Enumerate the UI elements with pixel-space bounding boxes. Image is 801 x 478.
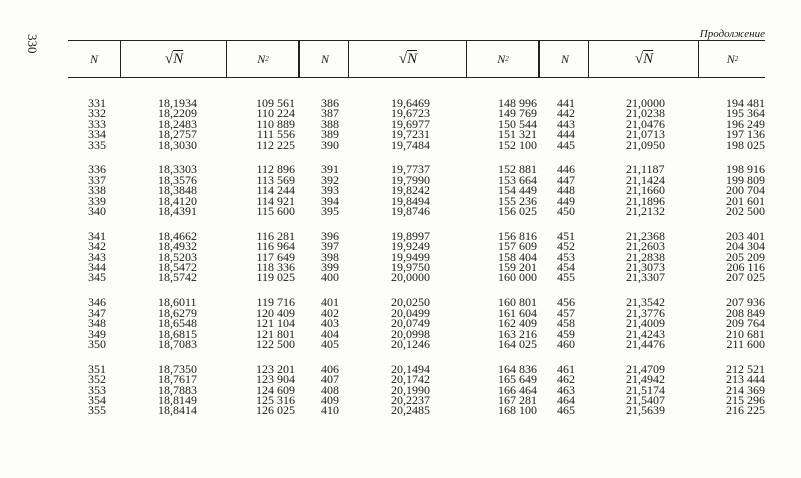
table-cell: 398 — [321, 249, 339, 264]
table-cell: 335 — [88, 137, 106, 152]
table-cell: 447 — [557, 172, 575, 187]
table-cell: 405 — [321, 336, 339, 351]
table-cell: 21,3073 — [626, 260, 665, 275]
table-cell: 351 — [88, 361, 106, 376]
table-cell: 343 — [88, 249, 106, 264]
table-cell: 20,0499 — [391, 305, 430, 320]
table-cell: 354 — [88, 392, 106, 407]
row-group — [485, 297, 537, 349]
table-cell: 18,8414 — [158, 403, 197, 418]
table-cell: 455 — [557, 270, 575, 285]
table-cell: 21,5407 — [626, 392, 665, 407]
table-cell: 442 — [557, 106, 575, 121]
row-group — [158, 228, 218, 285]
table-cell: 340 — [88, 204, 106, 219]
table-cell: 441 — [557, 96, 575, 110]
table-cell: 19,8997 — [391, 228, 430, 243]
table-cell: 344 — [88, 260, 106, 275]
table-cell: 19,9499 — [391, 249, 430, 264]
table-cell: 161 604 — [498, 305, 537, 320]
table-cell: 20,2485 — [391, 403, 430, 418]
table-cell: 21,0950 — [626, 137, 665, 152]
table-cell: 352 — [88, 372, 106, 387]
table-cell: 18,4662 — [158, 228, 197, 243]
row-group — [715, 361, 765, 418]
table-cell: 18,7350 — [158, 361, 197, 376]
header-sqrt-2: √N — [348, 41, 467, 77]
table-cell: 332 — [88, 106, 106, 121]
table-cell: 19,6977 — [391, 116, 430, 131]
table-cell: 156 816 — [498, 228, 537, 243]
row-group — [88, 297, 118, 349]
table-cell: 21,1187 — [626, 162, 665, 177]
table-cell: 210 681 — [726, 326, 765, 341]
table-cell: 162 409 — [498, 316, 537, 331]
table-cell: 18,5472 — [158, 260, 197, 275]
table-cell: 460 — [557, 336, 575, 351]
row-group — [321, 98, 351, 150]
table-cell: 118 336 — [256, 260, 295, 275]
table-cell: 18,2483 — [158, 116, 197, 131]
table-cell: 20,0749 — [391, 316, 430, 331]
row-group — [88, 98, 118, 150]
table-cell: 334 — [88, 127, 106, 142]
table-cell: 355 — [88, 403, 106, 418]
table-cell: 21,2368 — [626, 228, 665, 243]
table-cell: 388 — [321, 116, 339, 131]
table-cell: 152 881 — [498, 162, 537, 177]
row-group — [321, 162, 351, 219]
row-group — [321, 297, 351, 349]
table-cell: 18,4391 — [158, 204, 197, 219]
row-group — [391, 162, 451, 219]
row-group — [88, 162, 118, 219]
row-group — [626, 297, 686, 349]
table-cell: 336 — [88, 162, 106, 177]
table-cell: 443 — [557, 116, 575, 131]
table-cell: 386 — [321, 96, 339, 110]
column-sq-1 — [245, 98, 295, 430]
table-cell: 338 — [88, 183, 106, 198]
table-cell: 346 — [88, 295, 106, 310]
table-cell: 18,6279 — [158, 305, 197, 320]
table-cell: 117 649 — [256, 249, 295, 264]
row-group — [245, 162, 295, 219]
table-cell: 112 896 — [256, 162, 295, 177]
table-cell: 19,8242 — [391, 183, 430, 198]
row-group — [557, 162, 587, 219]
table-cell: 396 — [321, 228, 339, 243]
table-cell: 112 225 — [256, 137, 295, 152]
table-header-rule — [68, 77, 765, 78]
table-cell: 21,0713 — [626, 127, 665, 142]
row-group — [158, 361, 218, 418]
table-cell: 387 — [321, 106, 339, 121]
table-cell: 197 136 — [726, 127, 765, 142]
table-cell: 165 649 — [498, 372, 537, 387]
table-cell: 457 — [557, 305, 575, 320]
header-sqrt-3: √N — [588, 41, 699, 77]
table-cell: 18,6011 — [158, 295, 197, 310]
table-cell: 399 — [321, 260, 339, 275]
row-group — [715, 228, 765, 285]
row-group — [715, 297, 765, 349]
table-cell: 400 — [321, 270, 339, 285]
table-cell: 122 500 — [256, 336, 295, 351]
table-cell: 337 — [88, 172, 106, 187]
table-cell: 18,2757 — [158, 127, 197, 142]
table-cell: 216 225 — [726, 403, 765, 418]
table-cell: 18,7617 — [158, 372, 197, 387]
table-cell: 342 — [88, 239, 106, 254]
table-cell: 109 561 — [256, 96, 295, 110]
table-cell: 110 224 — [256, 106, 295, 121]
table-cell: 348 — [88, 316, 106, 331]
table-cell: 196 249 — [726, 116, 765, 131]
table-cell: 198 025 — [726, 137, 765, 152]
table-cell: 392 — [321, 172, 339, 187]
table-cell: 347 — [88, 305, 106, 320]
table-cell: 19,9750 — [391, 260, 430, 275]
row-group — [391, 361, 451, 418]
table-cell: 115 600 — [256, 204, 295, 219]
row-group — [485, 98, 537, 150]
table-cell: 339 — [88, 193, 106, 208]
table-cell: 394 — [321, 193, 339, 208]
table-cell: 20,1742 — [391, 372, 430, 387]
table-cell: 21,2838 — [626, 249, 665, 264]
table-cell: 114 244 — [256, 183, 295, 198]
table-cell: 113 569 — [256, 172, 295, 187]
table-cell: 149 769 — [498, 106, 537, 121]
row-group — [626, 228, 686, 285]
table-cell: 154 449 — [498, 183, 537, 198]
table-cell: 195 364 — [726, 106, 765, 121]
table-cell: 18,4932 — [158, 239, 197, 254]
table-cell: 19,6469 — [391, 96, 430, 110]
table-cell: 148 996 — [498, 96, 537, 110]
table-cell: 168 100 — [498, 403, 537, 418]
column-sqrt-1 — [158, 98, 218, 430]
table-cell: 150 544 — [498, 116, 537, 131]
header-n-3: N — [538, 41, 590, 77]
table-cell: 214 369 — [726, 382, 765, 397]
table-cell: 116 281 — [256, 228, 295, 243]
table-cell: 350 — [88, 336, 106, 351]
table-cell: 461 — [557, 361, 575, 376]
header-n-1: N — [89, 51, 98, 66]
table-cell: 409 — [321, 392, 339, 407]
table-cell: 402 — [321, 305, 339, 320]
table-cell: 21,0476 — [626, 116, 665, 131]
header-sqrt-1: √N — [120, 41, 227, 77]
table-cell: 200 704 — [726, 183, 765, 198]
row-group — [485, 361, 537, 418]
table-cell: 465 — [557, 403, 575, 418]
page-number: 330 — [25, 34, 40, 54]
table-cell: 213 444 — [726, 372, 765, 387]
table-cell: 406 — [321, 361, 339, 376]
row-group — [557, 228, 587, 285]
table-cell: 19,6723 — [391, 106, 430, 121]
table-cell: 167 281 — [498, 392, 537, 407]
table-cell: 452 — [557, 239, 575, 254]
table-cell: 21,0238 — [626, 106, 665, 121]
table-cell: 164 025 — [498, 336, 537, 351]
table-cell: 160 000 — [498, 270, 537, 285]
table-cell: 353 — [88, 382, 106, 397]
table-cell: 18,3576 — [158, 172, 197, 187]
row-group — [158, 297, 218, 349]
row-group — [88, 361, 118, 418]
table-cell: 18,3030 — [158, 137, 197, 152]
column-n-2 — [321, 98, 351, 430]
column-n-1 — [88, 98, 118, 430]
table-cell: 18,5742 — [158, 270, 197, 285]
table-cell: 21,1896 — [626, 193, 665, 208]
table-cell: 21,4709 — [626, 361, 665, 376]
table-cell: 395 — [321, 204, 339, 219]
table-cell: 19,7231 — [391, 127, 430, 142]
column-sq-3 — [715, 98, 765, 430]
table-cell: 20,1494 — [391, 361, 430, 376]
header-sq-3: N 2 — [698, 41, 766, 77]
table-cell: 18,7883 — [158, 382, 197, 397]
table-cell: 18,8149 — [158, 392, 197, 407]
table-cell: 407 — [321, 372, 339, 387]
table-cell: 18,7083 — [158, 336, 197, 351]
table-cell: 449 — [557, 193, 575, 208]
table-cell: 194 481 — [726, 96, 765, 110]
table-cell: 20,0998 — [391, 326, 430, 341]
table-cell: 20,1990 — [391, 382, 430, 397]
table-cell: 215 296 — [726, 392, 765, 407]
table-cell: 18,1934 — [158, 96, 197, 110]
table-cell: 164 836 — [498, 361, 537, 376]
table-cell: 119 716 — [256, 295, 295, 310]
table-cell: 19,7737 — [391, 162, 430, 177]
table-cell: 21,5639 — [626, 403, 665, 418]
table-cell: 207 936 — [726, 295, 765, 310]
table-cell: 410 — [321, 403, 339, 418]
table-cell: 20,0250 — [391, 295, 430, 310]
table-cell: 21,3307 — [626, 270, 665, 285]
column-sqrt-2 — [391, 98, 451, 430]
table-cell: 21,1660 — [626, 183, 665, 198]
table-cell: 205 209 — [726, 249, 765, 264]
table-cell: 446 — [557, 162, 575, 177]
table-cell: 331 — [88, 96, 106, 110]
row-group — [485, 228, 537, 285]
table-cell: 211 600 — [726, 336, 765, 351]
table-cell: 333 — [88, 116, 106, 131]
row-group — [245, 297, 295, 349]
table-cell: 111 556 — [256, 127, 295, 142]
table-cell: 206 116 — [726, 260, 765, 275]
table-cell: 153 664 — [498, 172, 537, 187]
header-sq-1: N 2 — [226, 41, 299, 77]
table-cell: 201 601 — [726, 193, 765, 208]
table-cell: 19,7484 — [391, 137, 430, 152]
table-cell: 444 — [557, 127, 575, 142]
column-sqrt-3 — [626, 98, 686, 430]
table-cell: 160 801 — [498, 295, 537, 310]
table-cell: 159 201 — [498, 260, 537, 275]
table-cell: 21,4243 — [626, 326, 665, 341]
table-cell: 401 — [321, 295, 339, 310]
table-cell: 391 — [321, 162, 339, 177]
table-cell: 18,6548 — [158, 316, 197, 331]
table-cell: 21,3776 — [626, 305, 665, 320]
table-cell: 18,5203 — [158, 249, 197, 264]
table-cell: 152 100 — [498, 137, 537, 152]
table-cell: 19,8746 — [391, 204, 430, 219]
row-group — [626, 98, 686, 150]
column-sq-2 — [485, 98, 537, 430]
table-cell: 116 964 — [256, 239, 295, 254]
table-cell: 163 216 — [498, 326, 537, 341]
table-cell: 204 304 — [726, 239, 765, 254]
table-cell: 19,7990 — [391, 172, 430, 187]
row-group — [391, 98, 451, 150]
table-cell: 389 — [321, 127, 339, 142]
table-cell: 453 — [557, 249, 575, 264]
table-cell: 21,2603 — [626, 239, 665, 254]
row-group — [245, 98, 295, 150]
row-group — [391, 297, 451, 349]
table-cell: 198 916 — [726, 162, 765, 177]
table-cell: 349 — [88, 326, 106, 341]
table-cell: 21,5174 — [626, 382, 665, 397]
table-cell: 19,8494 — [391, 193, 430, 208]
table-cell: 462 — [557, 372, 575, 387]
table-cell: 445 — [557, 137, 575, 152]
table-cell: 18,2209 — [158, 106, 197, 121]
row-group — [245, 228, 295, 285]
continuation-label: Продолжение — [699, 28, 765, 40]
header-sq-2: N 2 — [466, 41, 539, 77]
table-cell: 20,2237 — [391, 392, 430, 407]
table-cell: 209 764 — [726, 316, 765, 331]
table-cell: 207 025 — [726, 270, 765, 285]
row-group — [321, 361, 351, 418]
table-cell: 212 521 — [726, 361, 765, 376]
table-cell: 199 809 — [726, 172, 765, 187]
table-cell: 202 500 — [726, 204, 765, 219]
table-cell: 18,6815 — [158, 326, 197, 341]
row-group — [321, 228, 351, 285]
row-group — [626, 361, 686, 418]
table-cell: 21,0000 — [626, 96, 665, 110]
table-cell: 166 464 — [498, 382, 537, 397]
table-cell: 20,0000 — [391, 270, 430, 285]
table-cell: 18,3303 — [158, 162, 197, 177]
row-group — [88, 228, 118, 285]
column-n-3 — [557, 98, 587, 430]
row-group — [626, 162, 686, 219]
row-group — [557, 361, 587, 418]
table-cell: 403 — [321, 316, 339, 331]
table-cell: 456 — [557, 295, 575, 310]
table-cell: 345 — [88, 270, 106, 285]
table-cell: 397 — [321, 239, 339, 254]
table-cell: 123 904 — [256, 372, 295, 387]
table-cell: 21,4942 — [626, 372, 665, 387]
table-cell: 18,4120 — [158, 193, 197, 208]
table-cell: 124 609 — [256, 382, 295, 397]
table-cell: 155 236 — [498, 193, 537, 208]
row-group — [245, 361, 295, 418]
table-cell: 21,3542 — [626, 295, 665, 310]
row-group — [391, 228, 451, 285]
table-cell: 126 025 — [256, 403, 295, 418]
table-cell: 114 921 — [256, 193, 295, 208]
row-group — [485, 162, 537, 219]
table-cell: 158 404 — [498, 249, 537, 264]
table-cell: 454 — [557, 260, 575, 275]
table-cell: 121 801 — [256, 326, 295, 341]
table-cell: 450 — [557, 204, 575, 219]
table-cell: 203 401 — [726, 228, 765, 243]
table-cell: 151 321 — [498, 127, 537, 142]
row-group — [715, 98, 765, 150]
table-cell: 120 409 — [256, 305, 295, 320]
table-cell: 110 889 — [256, 116, 295, 131]
table-cell: 156 025 — [498, 204, 537, 219]
table-cell: 393 — [321, 183, 339, 198]
table-cell: 408 — [321, 382, 339, 397]
table-cell: 20,1246 — [391, 336, 430, 351]
table-cell: 451 — [557, 228, 575, 243]
table-cell: 121 104 — [256, 316, 295, 331]
table-cell: 404 — [321, 326, 339, 341]
table-cell: 458 — [557, 316, 575, 331]
table-cell: 341 — [88, 228, 106, 243]
table-cell: 123 201 — [256, 361, 295, 376]
table-cell: 125 316 — [256, 392, 295, 407]
table-cell: 463 — [557, 382, 575, 397]
row-group — [715, 162, 765, 219]
table-cell: 390 — [321, 137, 339, 152]
table-cell: 21,4009 — [626, 316, 665, 331]
table-cell: 19,9249 — [391, 239, 430, 254]
header-n-2: N — [298, 41, 350, 77]
table-cell: 119 025 — [256, 270, 295, 285]
table-cell: 464 — [557, 392, 575, 407]
row-group — [158, 162, 218, 219]
table-header — [68, 41, 765, 77]
table-cell: 21,2132 — [626, 204, 665, 219]
table-cell: 208 849 — [726, 305, 765, 320]
table-cell: 448 — [557, 183, 575, 198]
table-cell: 21,1424 — [626, 172, 665, 187]
table-cell: 18,3848 — [158, 183, 197, 198]
table-cell: 21,4476 — [626, 336, 665, 351]
table-cell: 459 — [557, 326, 575, 341]
row-group — [557, 98, 587, 150]
row-group — [557, 297, 587, 349]
table-cell: 157 609 — [498, 239, 537, 254]
row-group — [158, 98, 218, 150]
